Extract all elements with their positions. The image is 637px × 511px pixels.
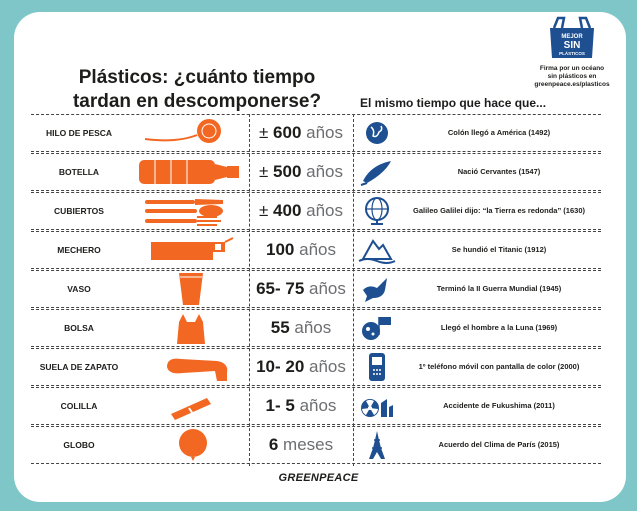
table-row (31, 153, 601, 191)
campaign-badge (528, 16, 616, 89)
decomposition-time (249, 232, 353, 268)
cup-icon (137, 273, 247, 305)
decomposition-time (249, 388, 353, 424)
quill-icon (357, 157, 397, 187)
time-number: 65- 75 (256, 279, 305, 298)
badge-line-2: sin plásticos en (547, 73, 597, 80)
time-number: 400 (273, 201, 302, 220)
item-name: VASO (67, 284, 91, 294)
historical-event: Terminó la II Guerra Mundial (1945) (436, 284, 562, 293)
earth-globe-icon (357, 196, 397, 226)
cigarette-icon (137, 390, 247, 422)
table-row (31, 348, 601, 386)
historical-event: Acuerdo del Clima de París (2015) (438, 440, 560, 449)
column-divider (353, 114, 354, 466)
logo-line-3: PLÁSTICOS (559, 51, 585, 56)
historical-event: Llegó el hombre a la Luna (1969) (440, 323, 558, 332)
radiation-icon (357, 391, 397, 421)
footer-logo: GREENPEACE (278, 472, 359, 484)
eiffel-tower-icon (357, 430, 397, 460)
table-row (31, 231, 601, 269)
decomposition-time (249, 193, 353, 229)
table-row (31, 309, 601, 347)
cutlery-icon (137, 195, 247, 227)
time-unit: años (304, 279, 346, 298)
time-prefix: ± (258, 123, 274, 142)
logo-line-2: SIN (563, 40, 581, 51)
iceberg-icon (357, 235, 397, 265)
title-line-2: tardan en descomponerse? (72, 91, 322, 112)
bottle-icon (137, 156, 247, 188)
time-number: 10- 20 (256, 357, 305, 376)
time-number: 6 (268, 435, 279, 454)
badge-line-3: greenpeace.es/plasticos (534, 81, 610, 88)
badge-line-1: Firma por un océano (539, 65, 605, 72)
table-row (31, 114, 601, 152)
mobile-phone-icon (357, 352, 397, 382)
item-name: GLOBO (63, 440, 95, 450)
time-number: 600 (273, 123, 302, 142)
time-unit: años (301, 201, 344, 220)
column-divider (249, 114, 250, 466)
historical-event: Galileo Galilei dijo: “la Tierra es redonda” (1630) (412, 206, 585, 215)
decomposition-time (249, 115, 353, 151)
item-name: MECHERO (57, 245, 101, 255)
historical-event: Colón llegó a América (1492) (447, 128, 551, 137)
table-row (31, 270, 601, 308)
page-title (62, 66, 332, 114)
item-name: SUELA DE ZAPATO (39, 362, 119, 372)
fishing-line-icon (137, 117, 247, 149)
table-row (31, 192, 601, 230)
item-name: COLILLA (60, 401, 98, 411)
item-name: CUBIERTOS (54, 206, 104, 216)
plastic-bag-logo-icon (544, 16, 600, 60)
title-line-1: Plásticos: ¿cuánto tiempo (78, 67, 316, 88)
time-unit: años (301, 162, 344, 181)
moon-flag-icon (357, 313, 397, 343)
historical-event: Accidente de Fukushima (2011) (443, 401, 555, 410)
time-unit: años (304, 357, 346, 376)
time-number: 55 (270, 318, 290, 337)
shoe-sole-icon (137, 351, 247, 383)
time-number: 100 (266, 240, 295, 259)
dove-icon (357, 274, 397, 304)
historical-event: Se hundió el Titanic (1912) (451, 245, 547, 254)
time-prefix: ± (258, 201, 274, 220)
table-row (31, 387, 601, 425)
globe-icon (357, 118, 397, 148)
decomposition-time (249, 271, 353, 307)
logo-line-1: MEJOR (561, 34, 583, 40)
subtitle: El mismo tiempo que hace que... (360, 96, 547, 110)
bag-icon (137, 312, 247, 344)
item-name: BOLSA (64, 323, 94, 333)
item-name: BOTELLA (58, 167, 100, 177)
balloon-icon (137, 429, 247, 461)
time-number: 1- 5 (265, 396, 295, 415)
decomposition-time (249, 427, 353, 463)
time-number: 500 (273, 162, 302, 181)
decomposition-time (249, 349, 353, 385)
time-prefix: ± (258, 162, 274, 181)
lighter-icon (137, 234, 247, 266)
time-unit: años (294, 240, 336, 259)
decomposition-time (249, 154, 353, 190)
decomposition-time (249, 310, 353, 346)
item-name: HILO DE PESCA (45, 128, 113, 138)
time-unit: meses (278, 435, 334, 454)
table-row (31, 426, 601, 464)
time-unit: años (294, 396, 337, 415)
historical-event: Nació Cervantes (1547) (457, 167, 541, 176)
historical-event: 1º teléfono móvil con pantalla de color (2000) (418, 362, 580, 371)
time-unit: años (301, 123, 344, 142)
time-unit: años (289, 318, 332, 337)
